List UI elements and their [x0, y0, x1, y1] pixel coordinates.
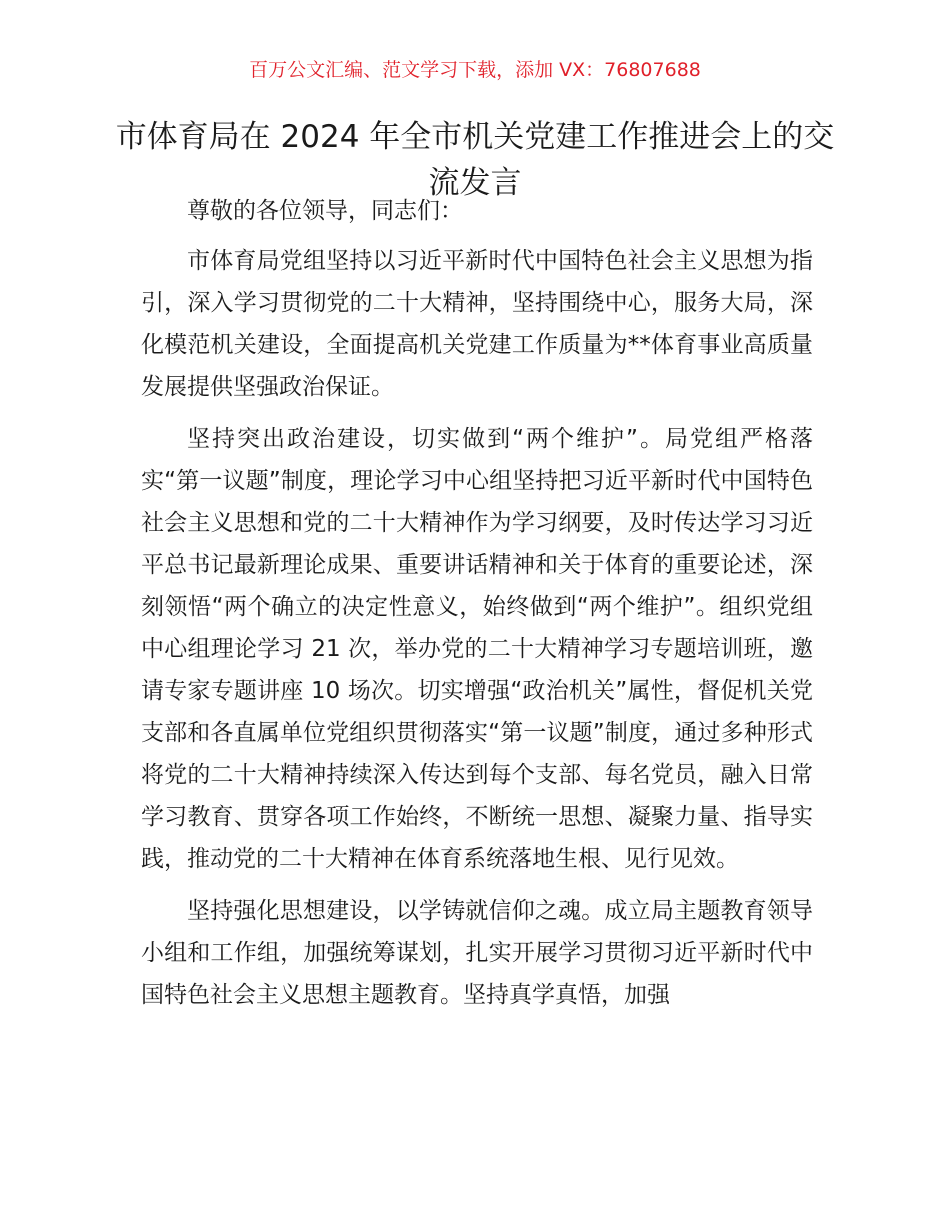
- document-body: [141, 190, 813, 1016]
- document-title: 市体育局在 2024 年全市机关党建工作推进会上的交流发言: [115, 119, 835, 201]
- paragraph-intro: 市体育局党组坚持以习近平新时代中国特色社会主义思想为指引，深入学习贯彻党的二十大精神，坚持围绕中心，服务大局，深化模范机关建设，全面提高机关党建工作质量为**体育事业高质量发展提供坚强政治保证。: [141, 248, 813, 400]
- paragraph-political-building: 坚持突出政治建设，切实做到“两个维护”。局党组严格落实“第一议题”制度，理论学习中心组坚持把习近平新时代中国特色社会主义思想和党的二十大精神作为学习纲要，及时传达学习习近平总书记最新理论成果、重要讲话精神和关于体育的重要论述，深刻领悟“两个确立的决定性意义，始终做到“两个维护”。组织党组中心组理论学习 21 次，举办党的二十大精神学习专题培训班，邀请专家专题讲座 10 场次。切实增强“政治机关”属性，督促机关党支部和各直属单位党组织贯彻落实“第一议题”制度，通过多种形式将党的二十大精神持续深入传达到每个支部、每名党员，融入日常学习教育、贯穿各项工作始终，不断统一思想、凝聚力量、指导实践，推动党的二十大精神在体育系统落地生根、见行见效。: [141, 426, 813, 872]
- header-watermark-note: 百万公文汇编、范文学习下载，添加 VX：76807688: [249, 59, 701, 81]
- paragraph-ideological-building: 坚持强化思想建设，以学铸就信仰之魂。成立局主题教育领导小组和工作组，加强统筹谋划，扎实开展学习贯彻习近平新时代中国特色社会主义思想主题教育。坚持真学真悟，加强: [141, 898, 813, 1008]
- greeting-line: 尊敬的各位领导，同志们：: [187, 198, 463, 224]
